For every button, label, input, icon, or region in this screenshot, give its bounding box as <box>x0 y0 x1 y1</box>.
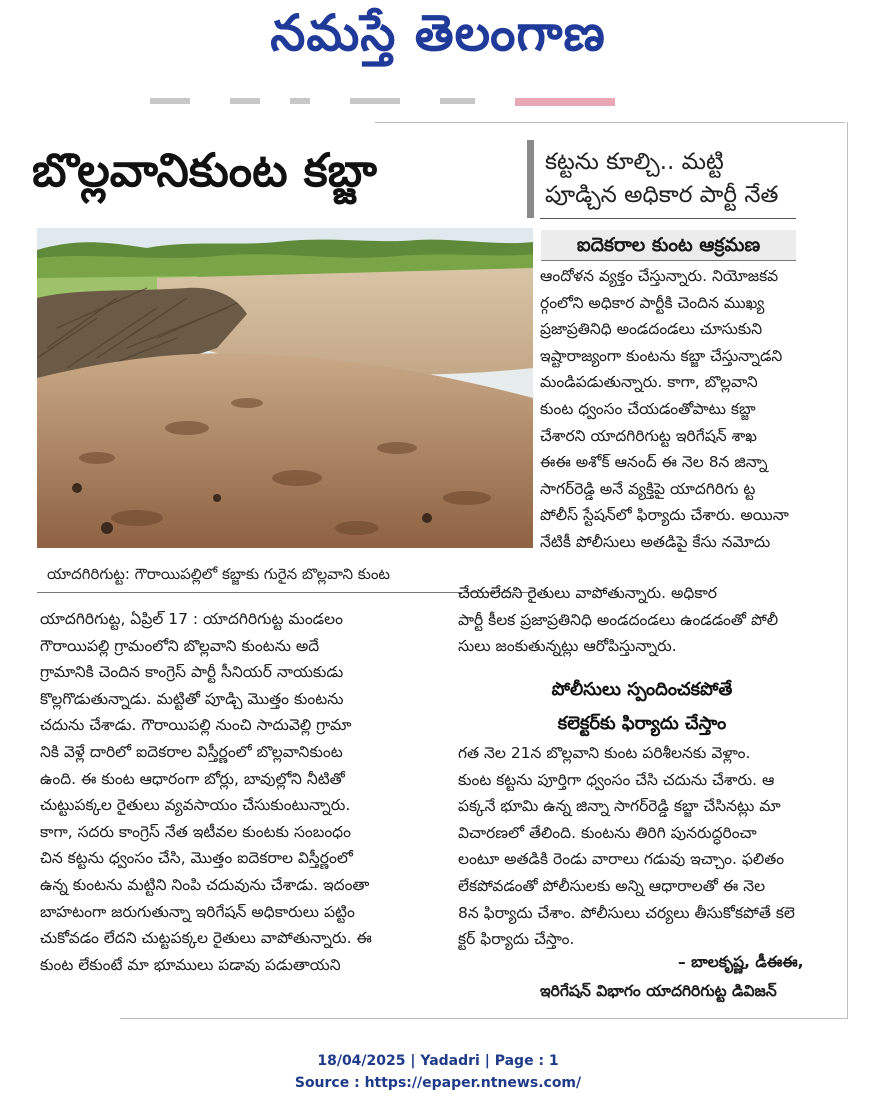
text-line: విచారణలో తేలింది. కుంటను తిరిగి పునరుద్ధరించా <box>458 823 757 842</box>
text-line: లంటూ అతడికి రెండు వారాలు గడువు ఇచ్చాం. ఫలితం <box>458 850 785 869</box>
section-heading-line-1: పోలీసులు స్పందించకపోతే <box>551 679 733 700</box>
text-line: పక్కనే భూమి ఉన్న జిన్నా సాగర్‌రెడ్డి కబ్జా చేసినట్లు మా <box>458 797 781 816</box>
text-line: చుకోవడం లేదని చుట్టపక్కల రైతులు వాపోతున్నారు. ఈ <box>40 929 372 948</box>
text-line: పోలీస్ స్టేషన్‌లో ఫిర్యాదు చేశారు. అయినా <box>540 506 789 525</box>
footer-source-line: Source : https://epaper.ntnews.com/ <box>294 1075 582 1091</box>
text-line: యాదగిరిగుట్ట, ఏప్రిల్ 17 : యాదగిరిగుట్ట మండలం <box>40 610 344 628</box>
section-heading-line-2: కలెక్టర్‌కు ఫిర్యాదు చేస్తాం <box>557 713 727 734</box>
text-line: చదును చేశాడు. గౌరాయిపల్లి నుంచి సాదువెల్లి గ్రామా <box>40 716 352 735</box>
photo-illustration <box>37 228 533 548</box>
text-line: ఇష్టారాజ్యంగా కుంటను కబ్జా చేస్తున్నాడని <box>540 346 783 365</box>
text-line: మండిపడుతున్నారు. కాగా, బొల్లవాని <box>540 373 758 392</box>
text-line: చుట్టుపక్కల రైతులు వ్యవసాయం చేసుకుంటున్నారు. <box>40 796 351 815</box>
photo-caption: యాదగిరిగుట్ట: గౌరాయిపల్లిలో కబ్జాకు గురైన బొల్లవాని కుంట <box>47 565 391 583</box>
right-column-top <box>540 263 825 556</box>
text-line: చేయలేదని రైతులు వాపోతున్నారు. అధికార <box>458 584 717 602</box>
text-line: 8న ఫిర్యాదు చేశాం. పోలీసులు చర్యలు తీసుకోకపోతే కలె <box>458 903 795 922</box>
text-line: ఆందోళన వ్యక్తం చేస్తున్నారు. నియోజకవ <box>540 267 779 285</box>
text-line: ర్గంలోని అధికార పార్టీకి చెందిన ముఖ్య <box>540 293 765 312</box>
text-line: చేశారని యాదగిరిగుట్ట ఇరిగేషన్ శాఖ <box>540 426 757 445</box>
text-line: చిన కట్టను ధ్వంసం చేసి, మొత్తం ఐదెకరాల విస్తీర్ణంలో <box>40 849 353 868</box>
text-line: పార్టీ కీలక ప్రజాప్రతినిధి అండదండలు ఉండడంతో పోలీ <box>458 610 779 629</box>
quote-paragraph <box>458 740 826 953</box>
text-line: నేటికీ పోలీసులు అతడిపై కేసు నమోదు <box>540 532 771 551</box>
article-tag: ఐదెకరాల కుంట ఆక్రమణ <box>541 230 796 261</box>
text-line: ఈఈ అశోక్ ఆనంద్ ఈ నెల 8న జిన్నా <box>540 453 768 472</box>
signature-title: ఇరిగేషన్ విభాగం యాదగిరిగుట్ట డివిజన్ <box>540 982 777 1000</box>
text-line: బాహటంగా జరుగుతున్నా ఇరిగేషన్ అధికారులు పట్టిం <box>40 902 355 921</box>
text-line: కుంట లేకుంటే మా భూములు పడావు పడుతాయని <box>40 955 341 974</box>
text-line: ఉన్న కుంటను మట్టిని నింపి చదువును చేశాడు. ఇదంతా <box>40 875 370 894</box>
text-line: నికి వెళ్లే దారిలో ఐదెకరాల విస్తీర్ణంలో బొల్లవానికుంట <box>40 742 343 761</box>
text-line: క్టర్ ఫిర్యాదు చేస్తాం. <box>458 930 575 949</box>
text-line: కాగా, సదరు కాంగ్రెస్ నేత ఇటీవల కుంటకు సంబంధం <box>40 822 351 841</box>
right-column-continuation <box>458 580 826 660</box>
subhead-line-2: పూడ్చిన అధికార పార్టీ నేత <box>545 182 779 208</box>
section-heading <box>458 673 826 741</box>
subhead-line-1: కట్టను కూల్చి.. మట్టి <box>545 149 724 175</box>
text-line: గ్రామానికి చెందిన కాంగ్రెస్ పార్టీ సీనియర్ నాయకుడు <box>40 663 344 682</box>
text-line: సులు జంకుతున్నట్లు ఆరోపిస్తున్నారు. <box>458 637 677 656</box>
text-line: ప్రజాప్రతినిధి అండదండలు చూసుకుని <box>540 320 763 339</box>
subhead-rule <box>540 218 796 219</box>
text-line: ఉంది. ఈ కుంట ఆధారంగా బోర్లు, బావుల్లోని నీటితో <box>40 769 345 788</box>
headline-divider <box>527 140 534 218</box>
signature-name: – బాలకృష్ణ, డీఈఈ, <box>678 953 804 971</box>
footer-date-line: 18/04/2025 | Yadadri | Page : 1 <box>317 1053 559 1069</box>
text-line: కుంట ధ్వంసం చేయడంతోపాటు కబ్జా <box>540 399 756 418</box>
text-line: గత నెల 21న బొల్లవాని కుంట పరిశీలనకు వెళ్లాం. <box>458 744 751 762</box>
article-headline: బొల్లవానికుంట కబ్జా <box>32 143 377 197</box>
masthead-title: నమస్తే తెలంగాణ <box>270 4 606 62</box>
page-footer <box>0 1050 876 1094</box>
left-column-body <box>40 606 440 978</box>
text-line: కుంట కట్టను పూర్తిగా ధ్వంసం చేసి చదును చేశారు. ఆ <box>458 770 775 789</box>
frame-bottom-rule <box>120 1018 848 1019</box>
article-photo <box>37 228 533 548</box>
text-line: సాగర్‌రెడ్డి అనే వ్యక్తిపై యాదగిరిగు ట్ట <box>540 479 756 498</box>
text-line: గౌరాయిపల్లి గ్రామంలోని బొల్లవాని కుంటను అదే <box>40 636 320 655</box>
frame-right-rule <box>847 122 848 1018</box>
text-line: లేకపోవడంతో పోలీసులకు అన్ని ఆధారాలతో ఈ నెల <box>458 876 766 895</box>
article-subhead <box>545 146 830 212</box>
text-line: కొల్లగొడుతున్నాడు. మట్టితో పూడ్చి మొత్తం కుంటను <box>40 689 344 708</box>
frame-top-rule <box>375 122 845 123</box>
top-color-strip <box>515 98 615 106</box>
